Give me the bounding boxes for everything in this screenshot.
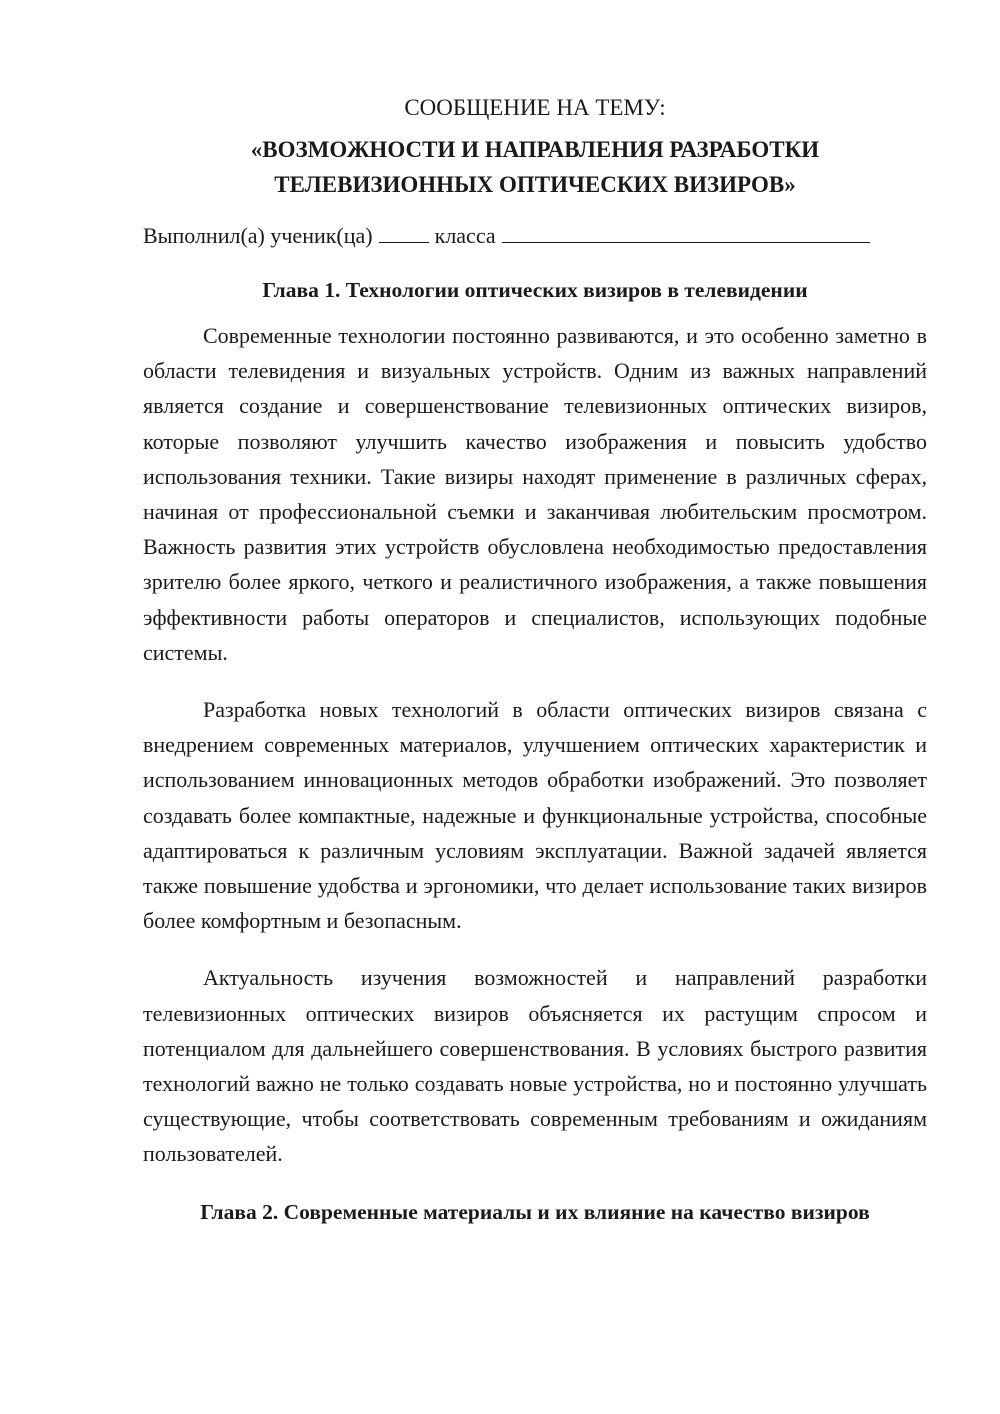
class-label: класса bbox=[434, 223, 496, 248]
paragraph-1: Современные технологии постоянно развиваются, и это особенно заметно в области телевидения и визуальных устройств. Одним из важных направлений является создание и совершенствование телевизионных оптических визиров, которые позволяют улучшить качество изображения и повысить удобство использования техники. Такие визиры находят применение в различных сферах, начиная от профессиональной съемки и заканчивая любительским просмотром. Важность развития этих устройств обусловлена необходимостью предоставления зрителю более яркого, четкого и реалистичного изображения, а также повышения эффективности работы операторов и специалистов, использующих подобные системы. bbox=[143, 323, 927, 665]
paragraph-3: Актуальность изучения возможностей и направлений разработки телевизионных оптических визиров объясняется их растущим спросом и потенциалом для дальнейшего совершенствования. В условиях быстрого развития технологий важно не только создавать новые устройства, но и постоянно улучшать существующие, чтобы соответствовать современным требованиям и ожиданиям пользователей. bbox=[143, 965, 927, 1167]
title-line-1: «ВОЗМОЖНОСТИ И НАПРАВЛЕНИЯ РАЗРАБОТКИ bbox=[250, 137, 820, 162]
student-name-blank bbox=[502, 220, 870, 243]
class-number-blank bbox=[379, 220, 429, 243]
author-label: Выполнил(а) ученик(ца) bbox=[143, 223, 373, 248]
author-line bbox=[143, 220, 927, 252]
title-line-2: ТЕЛЕВИЗИОННЫХ ОПТИЧЕСКИХ ВИЗИРОВ» bbox=[274, 172, 796, 197]
chapter-2-heading: Глава 2. Современные материалы и их влияние на качество визиров bbox=[200, 1199, 870, 1224]
document-page bbox=[143, 90, 927, 1228]
document-title bbox=[143, 132, 927, 202]
document-header: СООБЩЕНИЕ НА ТЕМУ: bbox=[404, 95, 666, 120]
chapter-1-heading: Глава 1. Технологии оптических визиров в телевидении bbox=[262, 278, 808, 302]
paragraph-2: Разработка новых технологий в области оптических визиров связана с внедрением современных материалов, улучшением оптических характеристик и использованием инновационных методов обработки изображений. Это позволяет создавать более компактные, надежные и функциональные устройства, способные адаптироваться к различным условиям эксплуатации. Важной задачей является также повышение удобства и эргономики, что делает использование таких визиров более комфортным и безопасным. bbox=[143, 697, 927, 934]
